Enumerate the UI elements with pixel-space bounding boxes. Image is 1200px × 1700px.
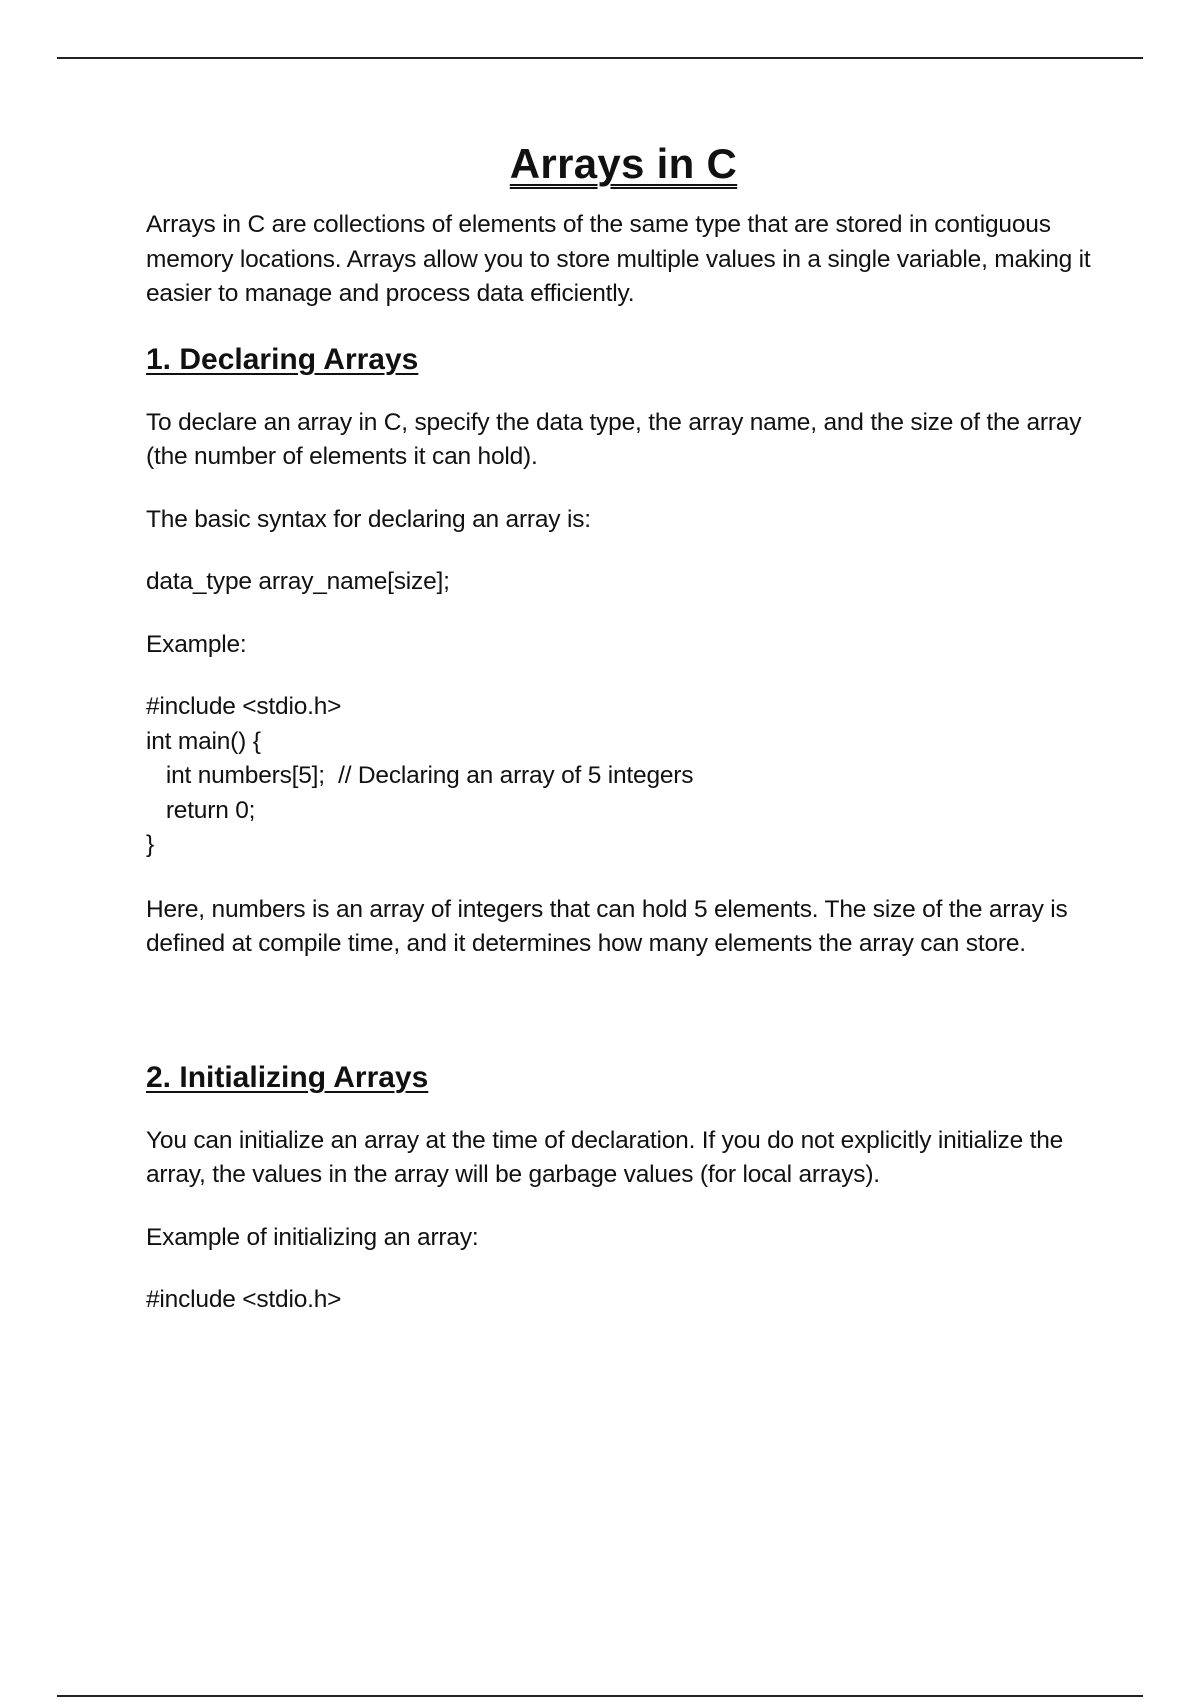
- section-2-include-line: #include <stdio.h>: [146, 1286, 342, 1313]
- section-2-paragraph-1: You can initialize an array at the time of declaration. If you do not explicitly initialize the array, the values in the array will be garbage values (for local arrays).: [146, 1126, 1064, 1188]
- section-1-paragraph-2: The basic syntax for declaring an array is:: [146, 505, 591, 533]
- include-line: #include <stdio.h>: [146, 693, 342, 720]
- code-block: [146, 725, 1101, 863]
- section-1-paragraph-1: To declare an array in C, specify the data type, the array name, and the size of the array (the number of elements it can hold).: [146, 408, 1082, 470]
- code-line: int main() {: [146, 727, 261, 755]
- code-line: int numbers[5]; // Declaring an array of 5 integers: [146, 762, 694, 789]
- document-page: [146, 140, 1101, 1318]
- section-1-heading: 1. Declaring Arrays: [146, 342, 419, 376]
- section-2-heading: 2. Initializing Arrays: [146, 1060, 429, 1094]
- intro-paragraph: Arrays in C are collections of elements of the same type that are stored in contiguous memory locations. Arrays allow you to store multiple values in a single variable, making it easier to manage and process data efficiently.: [146, 211, 1091, 307]
- section-1-explanation: Here, numbers is an array of integers that can hold 5 elements. The size of the array is defined at compile time, and it determines how many elements the array can store.: [146, 895, 1068, 957]
- section-2-example-label: Example of initializing an array:: [146, 1223, 479, 1251]
- syntax-line: data_type array_name[size];: [146, 568, 450, 595]
- bottom-rule: [57, 1695, 1143, 1697]
- example-label: Example:: [146, 630, 247, 658]
- code-line: return 0;: [146, 796, 256, 824]
- code-line: }: [146, 831, 154, 858]
- top-rule: [57, 57, 1143, 59]
- document-title: Arrays in C: [509, 140, 738, 187]
